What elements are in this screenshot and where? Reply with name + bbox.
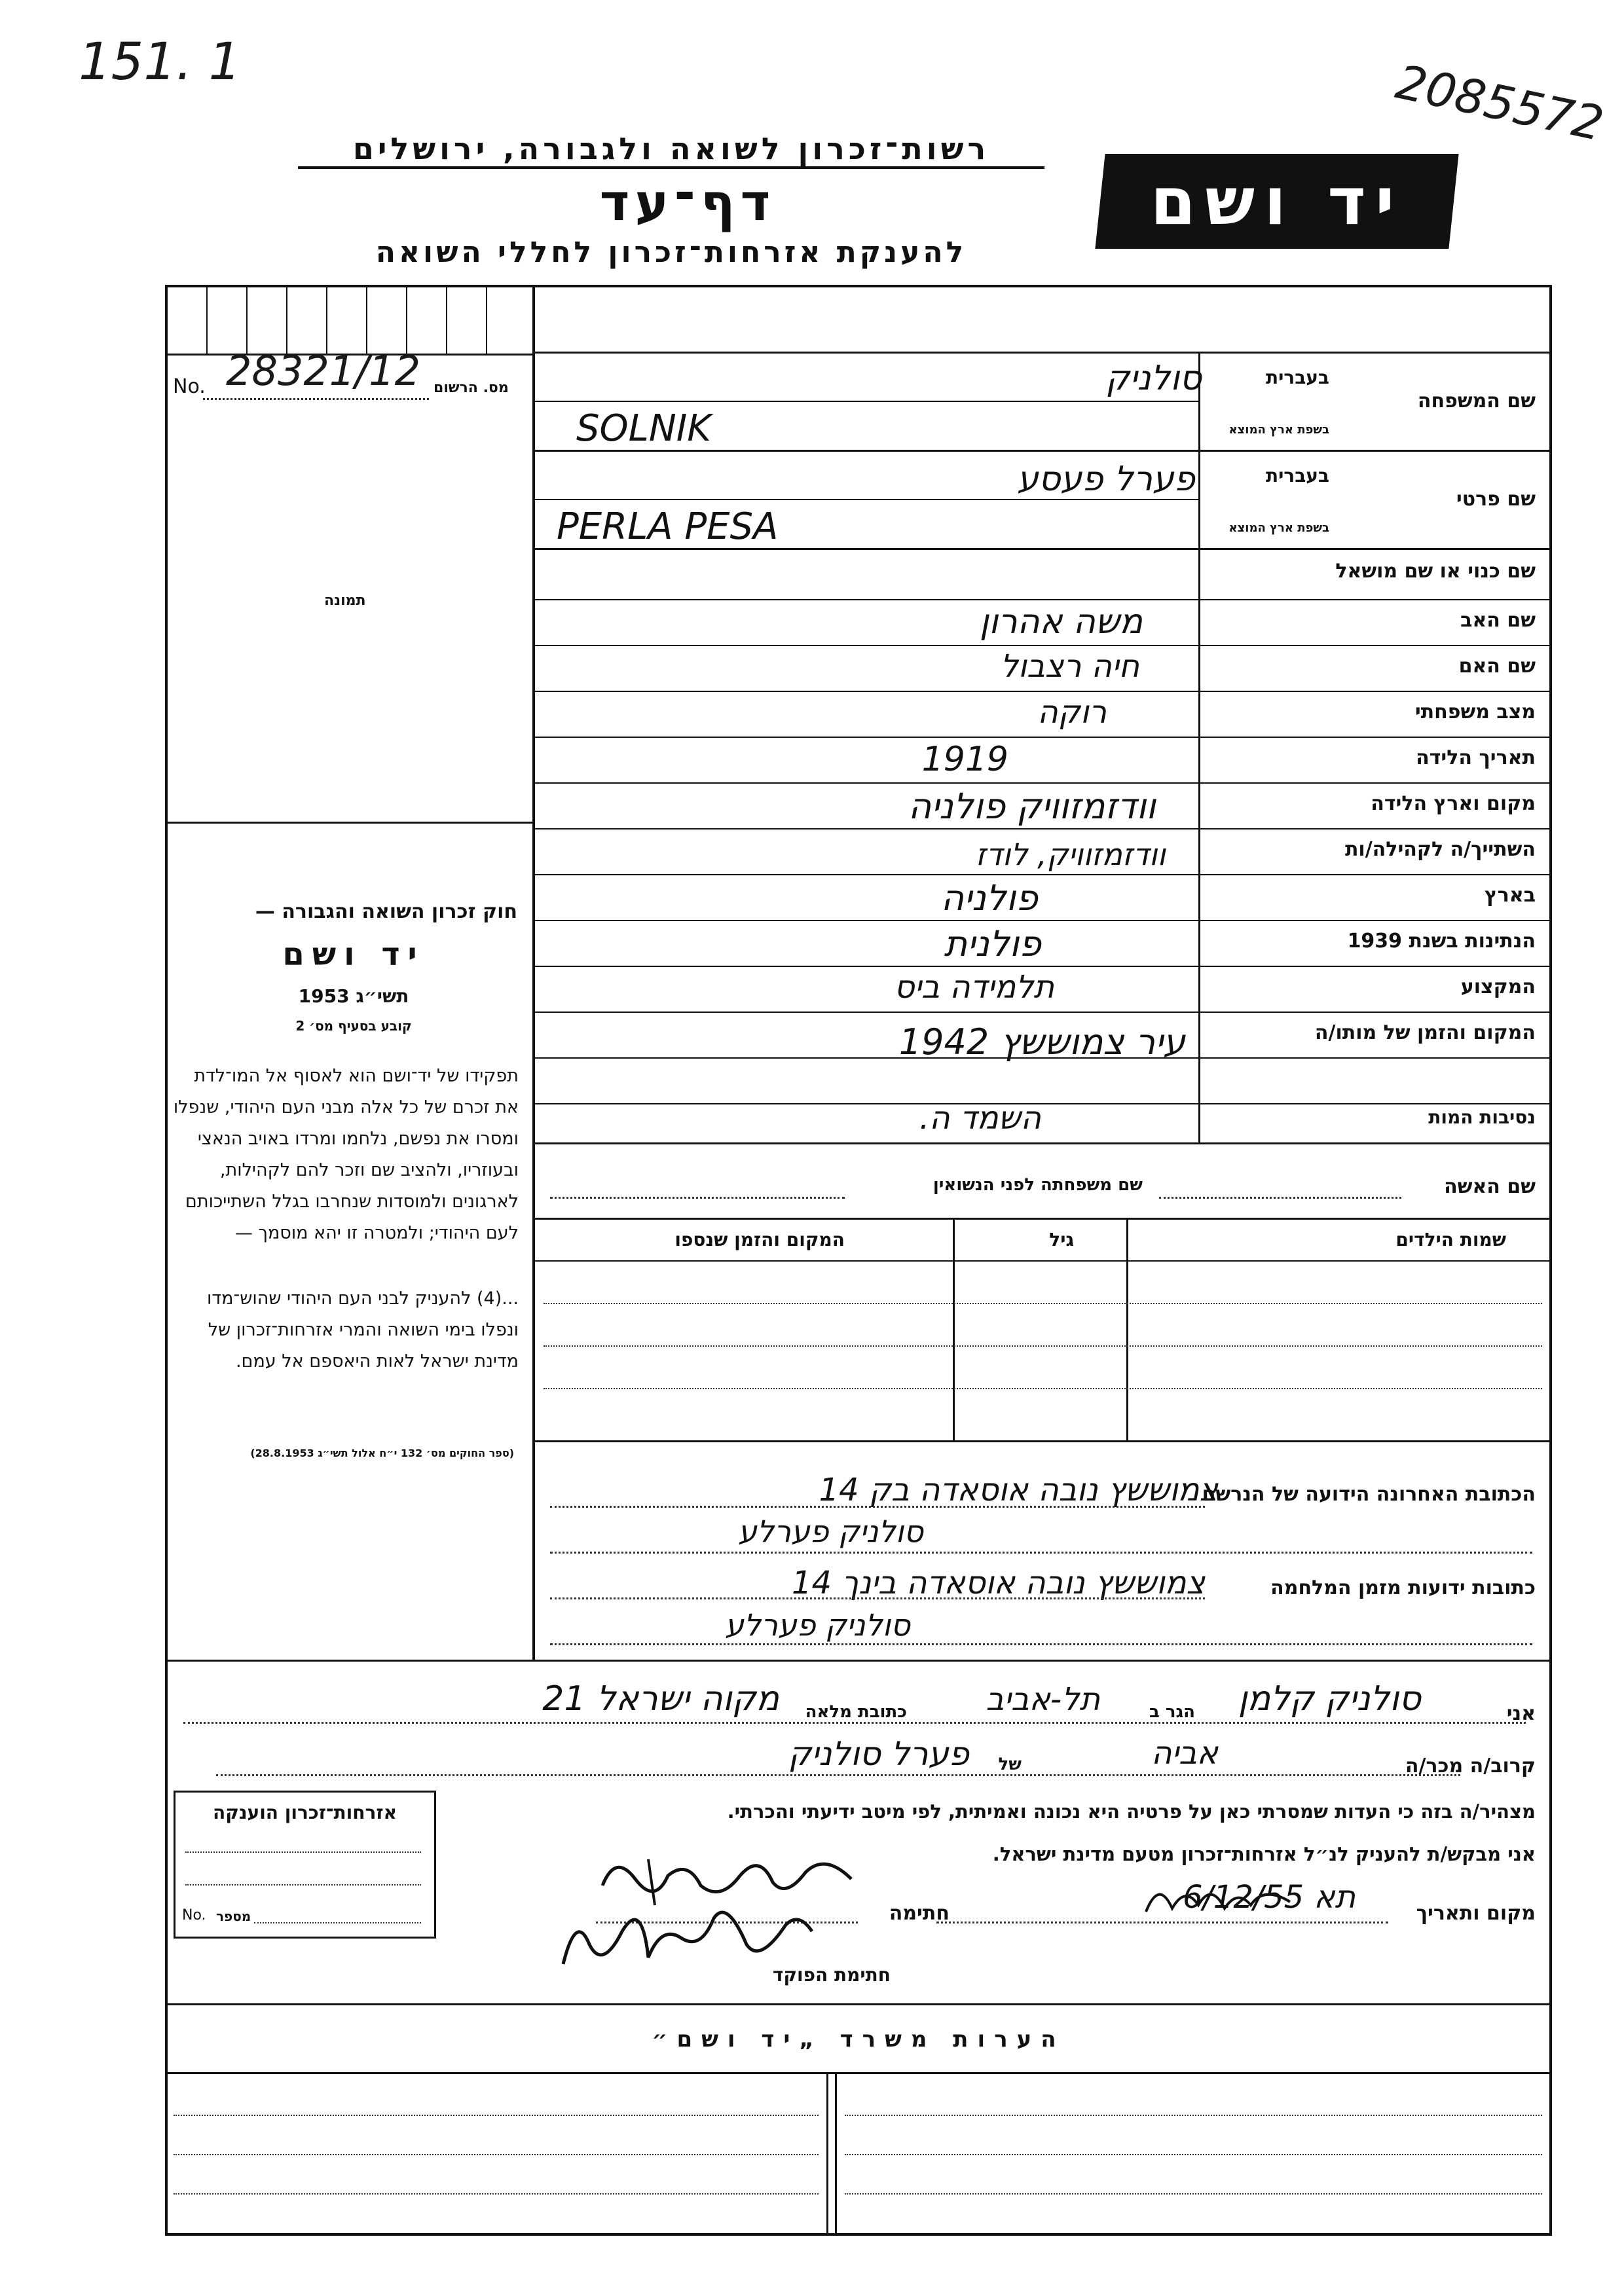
cert-box-title: אזרחות־זכרון הוענקה (213, 1802, 397, 1823)
place-date-value: תא 6/12/55 (1183, 1879, 1356, 1916)
maiden-name-label: שם משפחתה לפני הנשואין (932, 1175, 1143, 1195)
cert-no-he: מספר (216, 1908, 251, 1924)
mother-label: שם האם (1458, 655, 1536, 678)
first-name-he: פערל פעסע (1017, 460, 1195, 499)
form-title: דף־עד (599, 173, 776, 232)
wife-label: שם האשה (1444, 1175, 1536, 1198)
relative-label: קרוב/ה מכר/ה (1405, 1755, 1536, 1777)
birth-date-value: 1919 (921, 740, 1008, 779)
marital-value: רוקה (1037, 694, 1107, 731)
logo-text: יד ושם (1150, 163, 1404, 240)
citizenship-granted-box (174, 1791, 436, 1939)
last-address-value: צמוששץ נובה אוסאדה בק 14 (819, 1472, 1218, 1508)
first-name-latin: PERLA PESA (557, 505, 779, 548)
birth-date-label: תאריך הלידה (1416, 746, 1536, 769)
law-citation: (ספר החוקים מס׳ 132 י״ח אלול תשי״ג 28.8.1953) (250, 1447, 514, 1459)
first-name-label: שם פרטי (1456, 488, 1536, 511)
notes-title: הערות משרד „יד ושם״ (652, 2026, 1065, 2052)
yad-vashem-logo (1095, 154, 1458, 249)
law-section: קובע בסעיף מס׳ 2 (295, 1018, 412, 1034)
place-date-scribble (1139, 1872, 1297, 1925)
war-address-value: צמוששץ נובה אוסאדה בינך 14 (791, 1565, 1205, 1601)
nickname-label: שם כנוי או שם מושאל (1335, 560, 1536, 583)
birth-place-label: מקום וארץ הלידה (1371, 792, 1536, 815)
relation-value: אביה (1151, 1735, 1218, 1772)
family-name-orig-label: בשפת ארץ המוצא (1228, 423, 1329, 437)
marital-label: מצב משפחתי (1414, 701, 1536, 723)
signature-label: חתימה (889, 1902, 950, 1925)
declarant-i-label: אני (1506, 1702, 1536, 1725)
profession-value: תלמידה ביס (894, 969, 1054, 1006)
resides-label: הגר ב (1149, 1702, 1195, 1722)
circumstances-value: השמד ה. (919, 1100, 1041, 1137)
photo-label: תמונה (324, 592, 366, 609)
profession-label: המקצוע (1460, 975, 1536, 998)
death-value: עיר צמוששץ 1942 (898, 1021, 1185, 1063)
father-value: משה אהרון (979, 602, 1143, 642)
registration-label-en: No. (173, 375, 206, 398)
death-label: המקום והזמן של מותו/ה (1314, 1021, 1536, 1044)
community-label: השתייך/ה לקהילה/ות (1344, 838, 1536, 861)
family-name-he-label: בעברית (1265, 367, 1329, 388)
country-value: פולניה (940, 877, 1038, 919)
law-paragraph-2: ...(4) להעניק לבני העם היהודי שהוש־מדו ונפלו בימי השואה והמרי אזרחות־זכרון של מדינת ישראל לאות היאספם אל עמם. (207, 1288, 519, 1372)
mother-value: חיה רצבול (1000, 648, 1139, 685)
request-text: אני מבקש/ת להעניק לנ״ל אזרחות־זכרון מטעם מדינת ישראל. (992, 1843, 1536, 1865)
archive-number-annotation: 2085572 (1391, 54, 1608, 152)
officer-signature (550, 1886, 825, 1984)
declarant-city: תל-אביב (986, 1681, 1100, 1718)
of-label: של (998, 1755, 1022, 1774)
last-address-value-2: סולניק פערלע (738, 1514, 923, 1549)
form-subtitle: להענקת אזרחות־זכרון לחללי השואה (375, 236, 967, 269)
children-age-header: גיל (1049, 1229, 1074, 1250)
authority-title: רשות־זכרון לשואה ולגבורה, ירושלים (298, 131, 1044, 169)
citizenship-value: פולנית (944, 923, 1041, 964)
declaration-text: מצהיר/ה בזה כי העדות שמסרתי כאן על פרטיה היא נכונה ואמיתית, לפי מיטב ידיעתי והכרתי. (727, 1800, 1536, 1823)
circumstances-label: נסיבות המות (1428, 1106, 1536, 1128)
law-paragraph-1: תפקידו של יד־ושם הוא לאסוף אל המו־לדת את זכרם של כל אלה מבני העם היהודי, שנפלו ומסרו את נפשם, נלחמו ומרדו באויב הנאצי ובעוזריו, ולהציב שם וזכר להם לקהילות, לארגונים ולמוסדות שנחרבו בגלל השתייכותם לעם היהודי; ולמטרה זו יהא מוסמך — (173, 1066, 519, 1243)
officer-signature-label: חתימת הפוקד (772, 1964, 891, 1986)
page-number-annotation: 151. 1 (79, 33, 242, 92)
first-name-he-label: בעברית (1265, 465, 1329, 486)
registration-label-he: מס. הרשום (434, 380, 509, 396)
war-address-value-2: סולניק פערלע (725, 1607, 910, 1643)
family-name-latin: SOLNIK (576, 407, 711, 450)
country-label: בארץ (1484, 884, 1536, 907)
cert-no-label: No. (182, 1907, 206, 1923)
of-name-value: פערל סולניק (788, 1735, 969, 1773)
war-address-label: כתובות ידועות מזמן המלחמה (1270, 1576, 1536, 1599)
citizenship-label: הנתינות בשנת 1939 (1347, 930, 1536, 953)
law-org: יד ושם (282, 936, 425, 973)
declarant-address: מקוה ישראל 21 (542, 1679, 779, 1719)
community-value: וודזמזוויק, לודז (975, 837, 1166, 872)
father-label: שם האב (1460, 609, 1536, 632)
declarant-name: סולניק קלמן (1238, 1679, 1421, 1719)
full-address-label: כתובת מלאה (805, 1702, 907, 1722)
place-date-label: מקום ותאריך (1416, 1902, 1536, 1925)
last-address-label: הכתובת האחרונה הידועה של הנרשם (1202, 1483, 1536, 1506)
law-year: תשי״ג 1953 (298, 985, 409, 1007)
birth-place-value: וודזמזוויק פולניה (908, 786, 1156, 827)
first-name-orig-label: בשפת ארץ המוצא (1228, 521, 1329, 535)
registration-number: 28321/12 (226, 347, 421, 395)
children-death-header: המקום והזמן שנספו (674, 1229, 845, 1250)
children-names-header: שמות הילדים (1395, 1229, 1506, 1250)
law-title: חוק זכרון השואה והגבורה — (255, 900, 517, 923)
family-name-label: שם המשפחה (1417, 390, 1536, 412)
family-name-he: סולניק (1105, 359, 1202, 398)
